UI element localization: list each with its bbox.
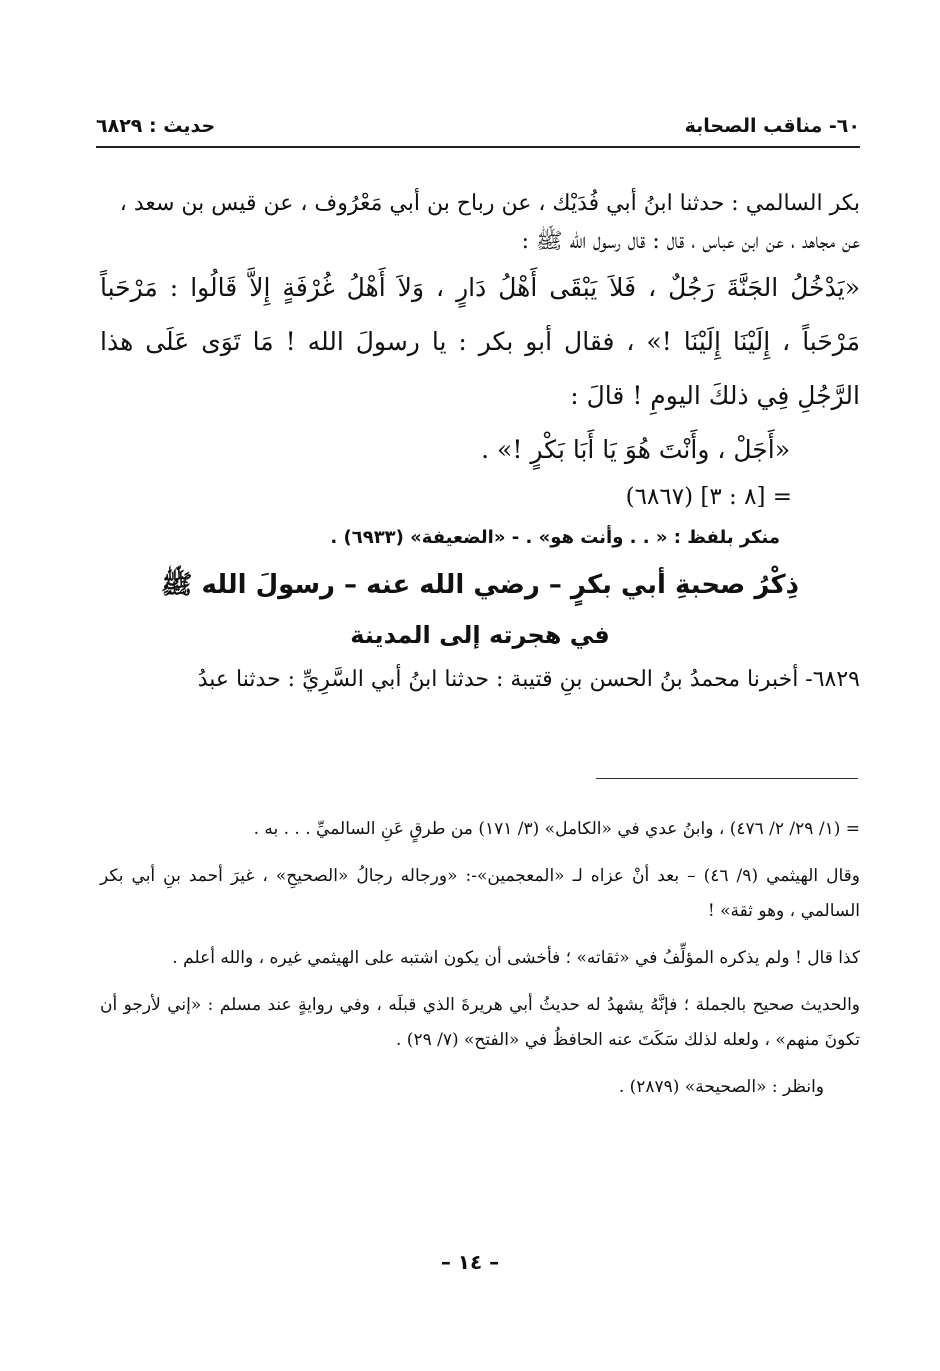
running-header (96, 108, 860, 144)
footnote-paragraph: = (١/ ٢٩/ ٢/ ٤٧٦) ، وابنُ عدي في «الكامل» (٣/ ١٧١) من طرقٍ عَنِ السالميِّ . . . به . (253, 819, 860, 839)
footnote-divider (596, 778, 858, 779)
section-title: ذِكْرُ صحبةِ أبي بكرٍ – رضي الله عنه – رسولَ الله ﷺ (161, 570, 799, 600)
next-hadith-start: ٦٨٢٩- أخبرنا محمدُ بنُ الحسن بنِ قتيبة : حدثنا ابنُ أبي السَّرِيِّ : حدثنا عبدُ (197, 667, 860, 692)
hadith-number: حديث : ٦٨٢٩ (96, 115, 216, 137)
footnote-paragraph: كذا قال ! ولم يذكره المؤلِّفُ في «ثقاته» ؛ فأخشى أن يكون اشتبه على الهيثمي غيره ، والله أعلم . (172, 948, 860, 968)
footnote-paragraph: وانظر : «الصحيحة» (٢٨٧٩) . (618, 1077, 824, 1097)
footnotes (100, 812, 860, 1117)
page-number: – ١٤ – (440, 1250, 500, 1274)
hadith-grading: منكر بلفظ : « . . وأنت هو» . - «الضعيفة» (٦٩٣٣) . (330, 527, 780, 548)
footnote-paragraph: والحديث صحيح بالجملة ؛ فإنَّهُ يشهدُ له حديثُ أبي هريرةَ الذي قبلَه ، وفي روايةٍ عند مسلم : «إني لأرجو أن تكونَ منهم» ، ولعله لذلك سَكَتَ عنه الحافظُ في «الفتح» (٧/ ٢٩) . (100, 995, 860, 1050)
isnad-line: بكر السالمي : حدثنا ابنُ أبي فُدَيْك ، عن رباح بن أبي مَعْرُوف ، عن قيس بن سعد ، (119, 191, 860, 216)
isnad-line: عن مجاهد ، عن ابن عباس ، قال : قال رسول الله ﷺ : (521, 229, 860, 254)
hadith-matn: «يَدْخُلُ الجَنَّةَ رَجُلٌ ، فَلاَ يَبْقَى أَهْلُ دَارٍ ، وَلاَ أَهْلُ غُرْفَةٍ إِلاَّ قَالُوا : مَرْحَباً مَرْحَباً ، إِلَيْنَا إِلَيْنَا !» ، فقال أبو بكر : يا رسولَ الله ! مَا تَوَى عَلَى هذا الرَّجُلِ فِي ذلكَ اليومِ ! قالَ : (100, 273, 860, 410)
cross-reference: = [٨ : ٣] (٦٨٦٧) (625, 484, 792, 510)
main-text (100, 185, 860, 701)
section-subtitle: في هجرته إلى المدينة (350, 621, 610, 649)
footnote-paragraph: وقال الهيثمي (٩/ ٤٦) – بعد أنْ عزاه لـ «المعجمين»-: «ورجاله رجالُ «الصحيحِ» ، غيرَ أحمد بنِ أبي بكر السالمي ، وهو ثقة» ! (100, 866, 860, 921)
header-divider (96, 146, 860, 148)
hadith-matn-end: «أَجَلْ ، وأَنْتَ هُوَ يَا أَبَا بَكْرٍ !» . (481, 435, 790, 464)
chapter-title: ٦٠- مناقب الصحابة (684, 115, 860, 137)
